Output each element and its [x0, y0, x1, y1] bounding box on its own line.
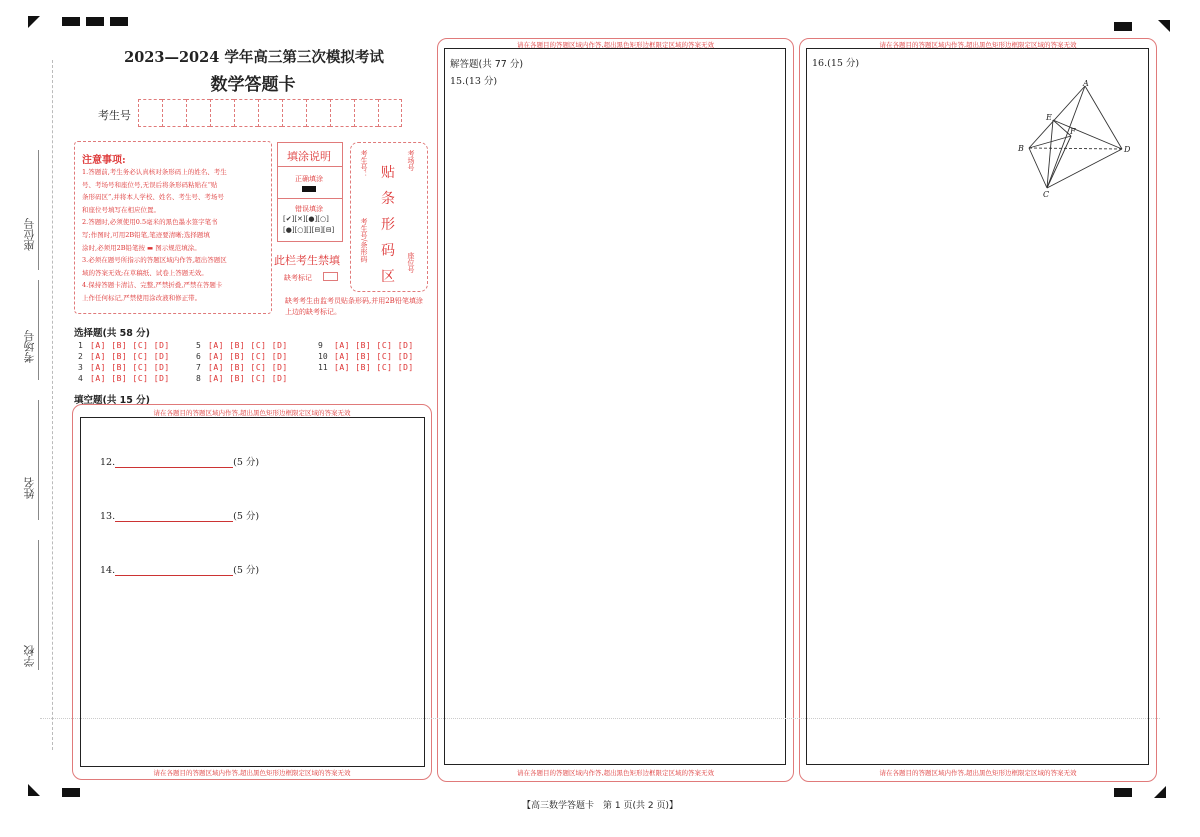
student-id-label: 考生号 [98, 109, 131, 122]
choice-column-2[interactable]: 5 [A] [B] [C] [D] 6 [A] [B] [C] [D] 7 [A] [B] [C] [D] 8 [A] [B] [C] [D] [196, 341, 288, 383]
q15-answer-area[interactable] [444, 48, 786, 765]
correct-fill-sample [302, 186, 316, 192]
corner-mark-top-right [1158, 20, 1170, 32]
absent-label: 缺考标记 [284, 274, 312, 282]
area-warning: 请在各题目的答题区域内作答,超出黑色矩形边框限定区域的答案无效 [153, 409, 351, 417]
fill-blank-answer-area[interactable] [80, 417, 425, 767]
corner-mark-bottom-right [1154, 786, 1166, 798]
choice-column-3[interactable]: 9 [A] [B] [C] [D] 10 [A] [B] [C] [D] 11 [A] [B] [C] [D] [318, 341, 414, 372]
blank-line [115, 457, 233, 468]
point-label-E: E [1046, 113, 1052, 122]
point-label-F: F [1070, 127, 1076, 136]
barcode-side-note: 考场号 [407, 150, 415, 171]
blank-item-12[interactable]: 12. (5 分) [100, 457, 260, 468]
barcode-label: 贴 条 形 码 区 [381, 165, 395, 285]
absent-note: 缺考考生由监考员贴条形码,并用2B铅笔填涂上边的缺考标记。 [285, 297, 423, 316]
blank-line [115, 565, 233, 576]
point-label-D: D [1124, 145, 1131, 154]
cut-line [52, 60, 54, 750]
fill-guide-title: 填涂说明 [287, 150, 331, 163]
q16-label: 16.(15 分) [812, 58, 860, 69]
wrong-fill-sample-2: [●][○][][⊟][⊟] [283, 226, 335, 234]
wrong-fill-sample-1: [✔][✕][●][○] [283, 215, 329, 223]
card-title: 数学答题卡 [210, 75, 296, 95]
area-warning: 请在各题目的答题区域内作答,超出黑色矩形边框限定区域的答案无效 [879, 41, 1077, 49]
timing-mark [86, 17, 104, 26]
notice-title: 注意事项: [82, 155, 126, 166]
binding-line [38, 280, 39, 380]
pyramid-figure [1015, 78, 1140, 200]
point-label-A: A [1083, 79, 1089, 88]
area-warning: 请在各题目的答题区域内作答,超出黑色矩形边框限定区域的答案无效 [516, 769, 715, 777]
area-warning: 请在各题目的答题区域内作答,超出黑色矩形边框限定区域的答案无效 [516, 41, 715, 49]
blank-line [115, 511, 233, 522]
blank-item-14[interactable]: 14. (5 分) [100, 565, 260, 576]
corner-mark-top-left [28, 16, 40, 28]
barcode-side-note: 考生号： [360, 150, 368, 178]
choice-column-1[interactable]: 1 [A] [B] [C] [D] 2 [A] [B] [C] [D] 3 [A] [B] [C] [D] 4 [A] [B] [C] [D] [78, 341, 170, 383]
timing-mark [1114, 788, 1132, 797]
room-label: 考场号 [23, 330, 36, 363]
school-label: 学校 [23, 645, 36, 667]
point-label-C: C [1043, 190, 1050, 199]
name-label: 姓名 [23, 477, 36, 499]
area-warning: 请在各题目的答题区域内作答,超出黑色矩形边框限定区域的答案无效 [153, 769, 351, 777]
absent-mark-box[interactable] [323, 272, 338, 281]
choice-title: 选择题(共 58 分) [74, 328, 151, 339]
binding-line [38, 540, 39, 670]
fill-blank-title: 填空题(共 15 分) [74, 395, 151, 406]
answer-section-title: 解答题(共 77 分) [450, 59, 524, 70]
teacher-only-title: 此栏考生禁填 [274, 254, 340, 267]
wrong-fill-label: 错误填涂 [295, 205, 323, 213]
seat-label: 座位号 [23, 218, 36, 251]
point-label-B: B [1018, 144, 1024, 153]
timing-mark [62, 17, 80, 26]
timing-mark [110, 17, 128, 26]
page-footer: 【高三数学答题卡 第 1 页(共 2 页)】 [522, 801, 678, 811]
notice-lines: 1.答题前,考生务必认真核对条形码上的姓名、考生 号、考场号和座位号,无误后将条形码粘贴在“贴 条形码区”,并将本人学校、姓名、考生号、考场号 和座位号填写在相应位置。 2.答题时,必须使用0.5毫米的黑色墨水签字笔书 写;作图时,可用2B铅笔,笔迹要清晰;选择题填 涂时,必须用2B铅笔按 ▬ 图示规范填涂。 3.必须在题号所指示的答题区域内作答,超出答题区 域的答案无效;在草稿纸、试卷上答题无效。 4.保持答题卡清洁、完整,严禁折叠,严禁在答题卡 上作任何标记,严禁使用涂改液和修正带。 [82, 168, 227, 302]
corner-mark-bottom-left [28, 784, 40, 796]
binding-line [38, 150, 39, 270]
fold-line [40, 718, 1160, 719]
exam-title: 2023—2024 学年高三第三次模拟考试 [124, 49, 384, 66]
binding-line [38, 400, 39, 520]
student-id-boxes[interactable] [138, 99, 402, 127]
area-warning: 请在各题目的答题区域内作答,超出黑色矩形边框限定区域的答案无效 [879, 769, 1077, 777]
timing-mark [62, 788, 80, 797]
barcode-side-note: 考生号/条形码 [360, 218, 368, 263]
barcode-side-note: 座位号 [407, 252, 415, 273]
correct-fill-label: 正确填涂 [295, 175, 323, 183]
q15-label: 15.(13 分) [450, 76, 498, 87]
blank-item-13[interactable]: 13. (5 分) [100, 511, 260, 522]
timing-mark [1114, 22, 1132, 31]
